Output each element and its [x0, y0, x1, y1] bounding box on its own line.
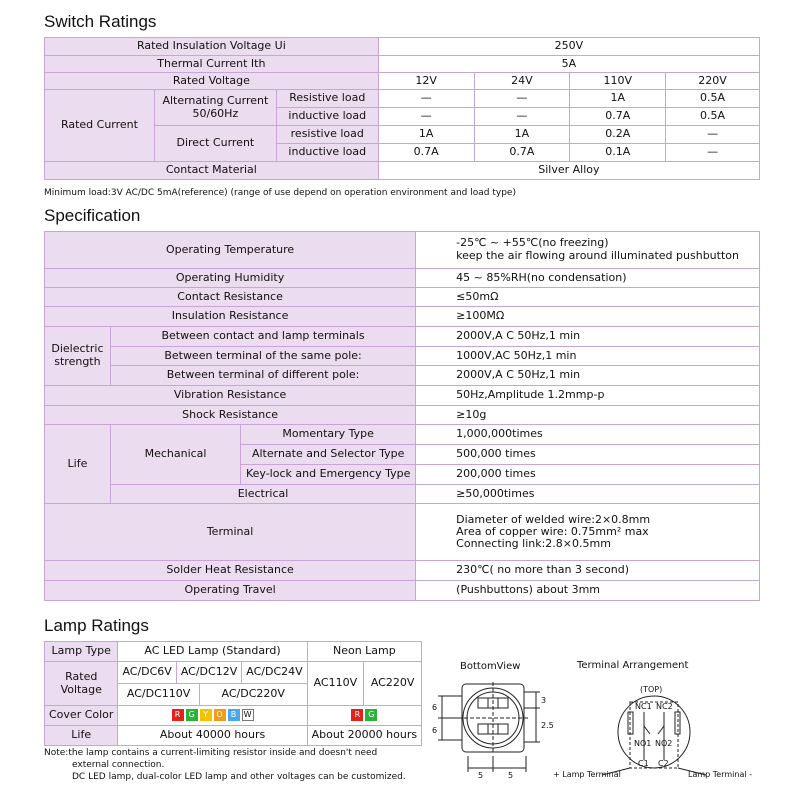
thermal-current-label: Thermal Current Ith	[45, 56, 379, 73]
terminal-value: Diameter of welded wire:2×0.8mm Area of copper wire: 0.75mm² max Connecting link:2.8×0.5mm	[416, 504, 760, 561]
led-voltage: AC/DC6V	[118, 662, 176, 684]
shock-resistance-value: ≥10g	[416, 406, 760, 425]
bottom-view-drawing	[428, 678, 558, 788]
dc-resistive-value: —	[666, 126, 760, 144]
dc-inductive-value: 0.1A	[570, 144, 666, 162]
dc-inductive-label: inductive load	[276, 144, 378, 162]
color-swatch: R	[351, 709, 363, 721]
color-swatch: Y	[200, 709, 212, 721]
dielectric-row-label: Between contact and lamp terminals	[110, 327, 415, 347]
led-voltage: AC/DC24V	[242, 662, 307, 684]
terminal-label: NO1	[634, 739, 652, 748]
specification-heading: Specification	[44, 206, 141, 225]
terminal-arrangement-title: Terminal Arrangement	[577, 660, 689, 671]
top-label: (TOP)	[640, 685, 663, 694]
rated-voltage-label: Rated Voltage	[45, 73, 379, 90]
lamp-terminal-minus: Lamp Terminal -	[688, 770, 753, 779]
dc-resistive-value: 1A	[474, 126, 570, 144]
terminal-label: NC1	[635, 702, 652, 711]
dim-label: 5	[478, 771, 484, 780]
neon-voltage: AC220V	[364, 662, 422, 706]
operating-humidity-label: Operating Humidity	[45, 269, 416, 288]
vibration-resistance-value: 50Hz,Amplitude 1.2mmp-p	[416, 386, 760, 406]
dim-label: 3	[541, 696, 547, 705]
life-label: Life	[45, 425, 111, 504]
operating-travel-value: (Pushbuttons) about 3mm	[416, 581, 760, 601]
life-row-value: 200,000 times	[416, 465, 760, 485]
specification-table	[44, 231, 760, 601]
terminal-label: C1	[638, 759, 649, 768]
neon-life-value: About 20000 hours	[307, 726, 421, 746]
lamp-note-line3: DC LED lamp, dual-color LED lamp and other voltages can be customized.	[72, 772, 406, 782]
neon-lamp-type: Neon Lamp	[307, 642, 421, 662]
shock-resistance-label: Shock Resistance	[45, 406, 416, 425]
ac-inductive-label: inductive load	[276, 108, 378, 126]
contact-resistance-value: ≤50mΩ	[416, 288, 760, 307]
ac-resistive-label: Resistive load	[276, 90, 378, 108]
dc-resistive-label: resistive load	[276, 126, 378, 144]
color-swatch: G	[365, 709, 377, 721]
terminal-label: NC2	[656, 702, 673, 711]
lamp-life-label: Life	[45, 726, 118, 746]
dielectric-row-label: Between terminal of different pole:	[110, 366, 415, 386]
life-row-label: Momentary Type	[241, 425, 416, 445]
color-swatch: G	[186, 709, 198, 721]
operating-temperature-label: Operating Temperature	[45, 232, 416, 269]
mechanical-label: Mechanical	[110, 425, 240, 485]
lamp-ratings-table	[44, 641, 422, 746]
rated-voltage-value: 12V	[378, 73, 474, 90]
dielectric-row-value: 2000V,A C 50Hz,1 min	[416, 327, 760, 347]
dim-label: 2.5	[541, 721, 554, 730]
led-voltage: AC/DC220V	[199, 684, 307, 706]
color-swatch: O	[214, 709, 226, 721]
cover-color-label: Cover Color	[45, 706, 118, 726]
dielectric-row-label: Between terminal of the same pole:	[110, 347, 415, 366]
ac-label: Alternating Current 50/60Hz	[154, 90, 276, 126]
color-swatch: W	[242, 709, 254, 721]
solder-heat-resistance-value: 230℃( no more than 3 second)	[416, 561, 760, 581]
rated-voltage-value: 24V	[474, 73, 570, 90]
dc-resistive-value: 1A	[378, 126, 474, 144]
bottom-view-title: BottomView	[460, 661, 521, 672]
ac-inductive-value: —	[474, 108, 570, 126]
terminal-label: C2	[658, 759, 669, 768]
terminal-arrangement-drawing	[553, 676, 790, 786]
color-swatch: R	[172, 709, 184, 721]
life-row-value: 500,000 times	[416, 445, 760, 465]
terminal-label: Terminal	[45, 504, 416, 561]
ac-resistive-value: —	[378, 90, 474, 108]
switch-ratings-note: Minimum load:3V AC/DC 5mA(reference) (range of use depend on operation environment and load type)	[44, 188, 516, 198]
neon-cover-colors	[307, 706, 421, 726]
electrical-value: ≥50,000times	[416, 485, 760, 504]
ac-inductive-value: 0.7A	[570, 108, 666, 126]
ac-inductive-value: 0.5A	[666, 108, 760, 126]
rated-insulation-voltage-label: Rated Insulation Voltage Ui	[45, 38, 379, 56]
dc-inductive-value: 0.7A	[474, 144, 570, 162]
life-row-value: 1,000,000times	[416, 425, 760, 445]
dc-inductive-value: —	[666, 144, 760, 162]
dim-label: 6	[432, 703, 438, 712]
led-voltage: AC/DC12V	[176, 662, 241, 684]
rated-insulation-voltage-value: 250V	[378, 38, 759, 56]
rated-voltage-value: 110V	[570, 73, 666, 90]
dim-label: 6	[432, 726, 438, 735]
life-row-label: Key-lock and Emergency Type	[241, 465, 416, 485]
dielectric-row-value: 1000V,AC 50Hz,1 min	[416, 347, 760, 366]
led-lamp-type: AC LED Lamp (Standard)	[118, 642, 307, 662]
lamp-type-label: Lamp Type	[45, 642, 118, 662]
terminal-label: NO2	[655, 739, 673, 748]
ac-inductive-value: —	[378, 108, 474, 126]
insulation-resistance-value: ≥100MΩ	[416, 307, 760, 327]
dielectric-row-value: 2000V,A C 50Hz,1 min	[416, 366, 760, 386]
neon-voltage: AC110V	[307, 662, 363, 706]
ac-resistive-value: —	[474, 90, 570, 108]
solder-heat-resistance-label: Solder Heat Resistance	[45, 561, 416, 581]
vibration-resistance-label: Vibration Resistance	[45, 386, 416, 406]
thermal-current-value: 5A	[378, 56, 759, 73]
led-life-value: About 40000 hours	[118, 726, 307, 746]
ac-resistive-value: 0.5A	[666, 90, 760, 108]
switch-ratings-table	[44, 37, 760, 180]
rated-voltage-value: 220V	[666, 73, 760, 90]
operating-travel-label: Operating Travel	[45, 581, 416, 601]
lamp-terminal-plus: + Lamp Terminal	[553, 770, 621, 779]
lamp-note-line1: Note:the lamp contains a current-limiting resistor inside and doesn't need	[44, 748, 378, 758]
led-voltage: AC/DC110V	[118, 684, 199, 706]
electrical-label: Electrical	[110, 485, 415, 504]
switch-ratings-heading: Switch Ratings	[44, 12, 157, 31]
dc-label: Direct Current	[154, 126, 276, 162]
dc-inductive-value: 0.7A	[378, 144, 474, 162]
lamp-note-line2: external connection.	[72, 760, 165, 770]
ac-resistive-value: 1A	[570, 90, 666, 108]
lamp-ratings-heading: Lamp Ratings	[44, 616, 149, 635]
dielectric-strength-label: Dielectric strength	[45, 327, 111, 386]
insulation-resistance-label: Insulation Resistance	[45, 307, 416, 327]
color-swatch: B	[228, 709, 240, 721]
contact-material-label: Contact Material	[45, 162, 379, 180]
contact-resistance-label: Contact Resistance	[45, 288, 416, 307]
lamp-rated-voltage-label: Rated Voltage	[45, 662, 118, 706]
dim-label: 5	[508, 771, 514, 780]
dc-resistive-value: 0.2A	[570, 126, 666, 144]
contact-material-value: Silver Alloy	[378, 162, 759, 180]
led-cover-colors	[118, 706, 307, 726]
operating-temperature-value: -25℃ ~ +55℃(no freezing) keep the air flowing around illuminated pushbutton	[416, 232, 760, 269]
rated-current-label: Rated Current	[45, 90, 155, 162]
operating-humidity-value: 45 ~ 85%RH(no condensation)	[416, 269, 760, 288]
life-row-label: Alternate and Selector Type	[241, 445, 416, 465]
